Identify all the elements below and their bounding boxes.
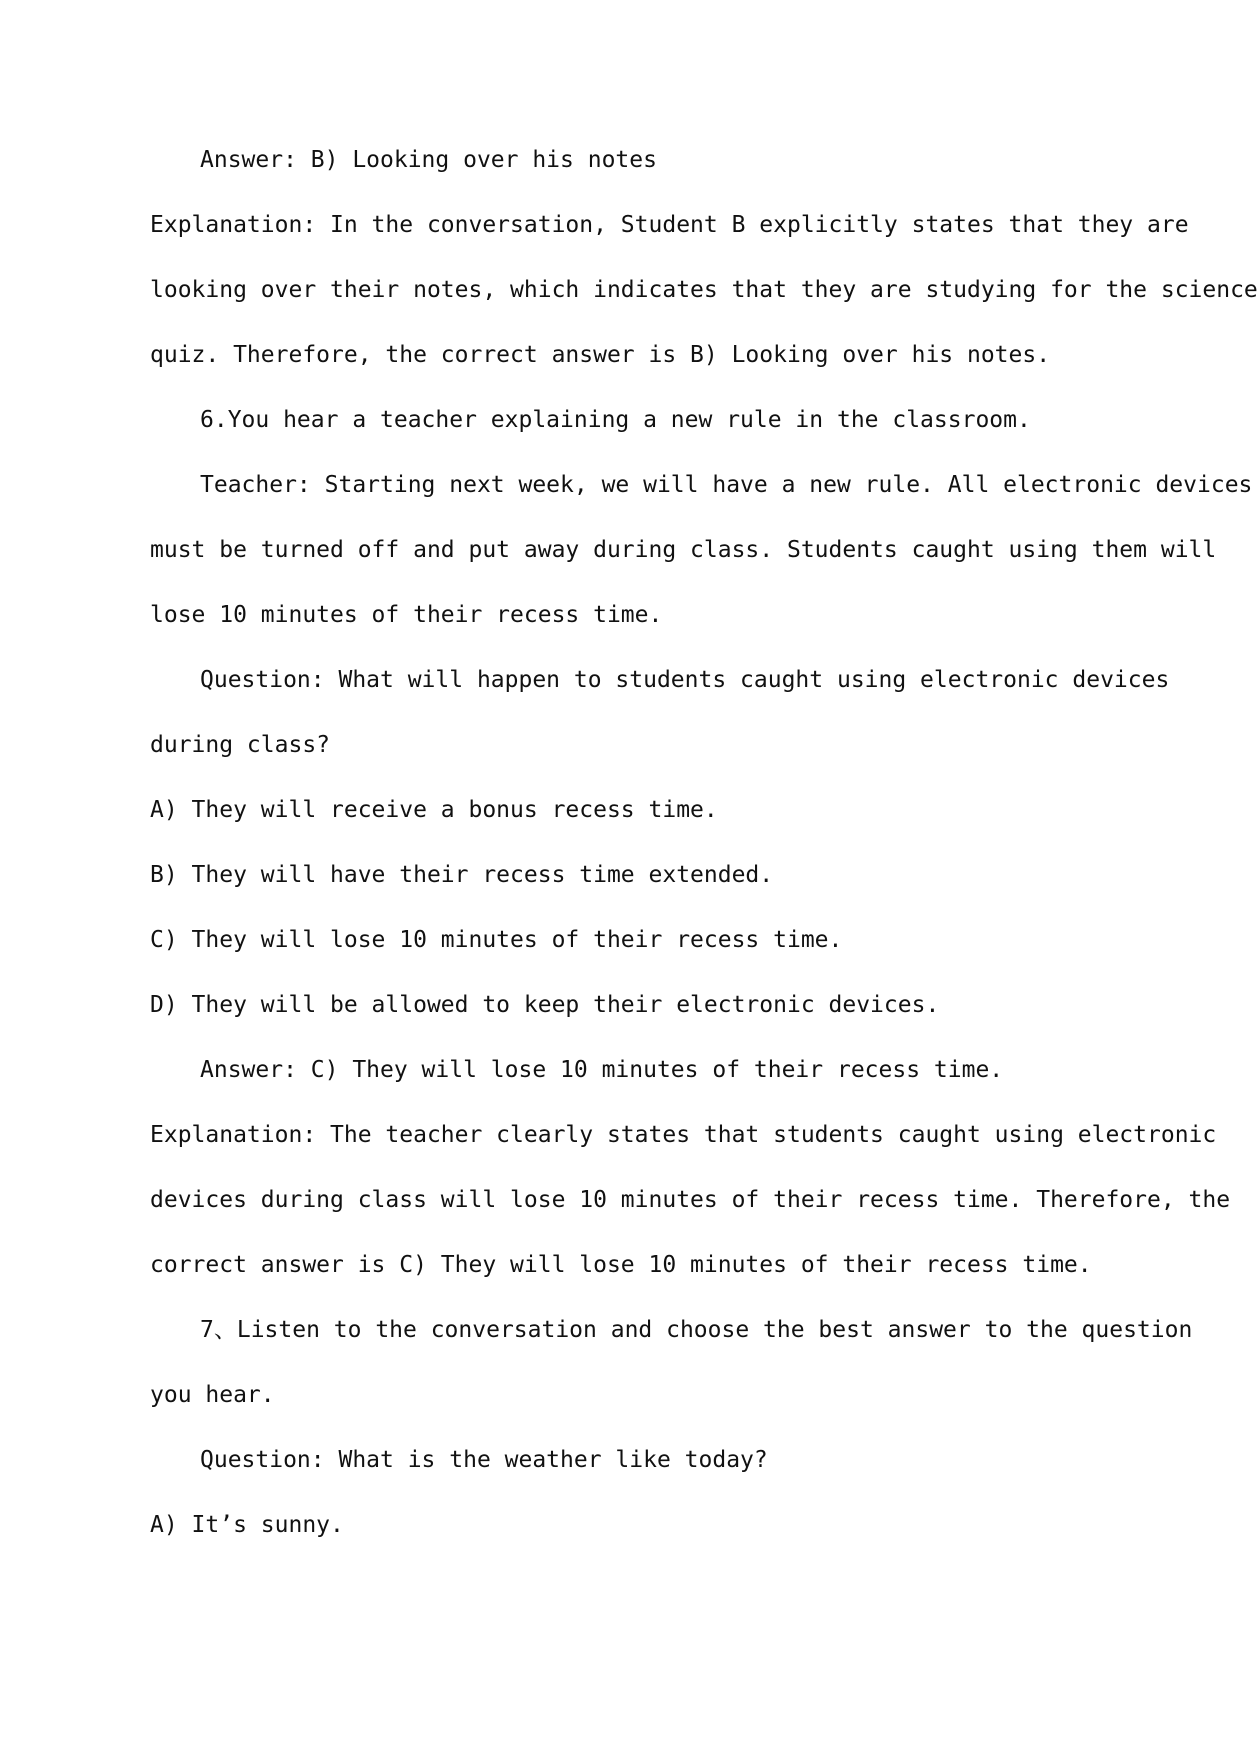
text-line: Teacher: Starting next week, we will have a new rule. All electronic devices	[200, 472, 1253, 498]
text-line: 7、Listen to the conversation and choose the best answer to the question	[200, 1317, 1193, 1343]
text-line: correct answer is C) They will lose 10 minutes of their recess time.	[150, 1252, 1092, 1278]
text-line: looking over their notes, which indicates that they are studying for the science	[150, 277, 1258, 303]
text-line: quiz. Therefore, the correct answer is B) Looking over his notes.	[150, 342, 1051, 368]
text-line: Question: What will happen to students caught using electronic devices	[200, 667, 1170, 693]
text-line: A) They will receive a bonus recess time.	[150, 797, 718, 823]
text-line: Answer: C) They will lose 10 minutes of their recess time.	[200, 1057, 1004, 1083]
text-line: you hear.	[150, 1382, 275, 1408]
text-line: must be turned off and put away during class. Students caught using them will	[150, 537, 1217, 563]
text-line: devices during class will lose 10 minutes of their recess time. Therefore, the	[150, 1187, 1231, 1213]
text-line: Answer: B) Looking over his notes	[200, 147, 657, 173]
text-line: C) They will lose 10 minutes of their recess time.	[150, 927, 843, 953]
text-line: A) It’s sunny.	[150, 1512, 344, 1538]
text-line: B) They will have their recess time extended.	[150, 862, 774, 888]
document-body	[150, 145, 1258, 1575]
text-line: lose 10 minutes of their recess time.	[150, 602, 663, 628]
text-line: D) They will be allowed to keep their electronic devices.	[150, 992, 940, 1018]
text-line: Question: What is the weather like today?	[200, 1447, 768, 1473]
text-line: 6.You hear a teacher explaining a new rule in the classroom.	[200, 407, 1031, 433]
text-line: Explanation: The teacher clearly states that students caught using electronic	[150, 1122, 1217, 1148]
text-line: during class?	[150, 732, 331, 758]
text-line: Explanation: In the conversation, Student B explicitly states that they are	[150, 212, 1189, 238]
